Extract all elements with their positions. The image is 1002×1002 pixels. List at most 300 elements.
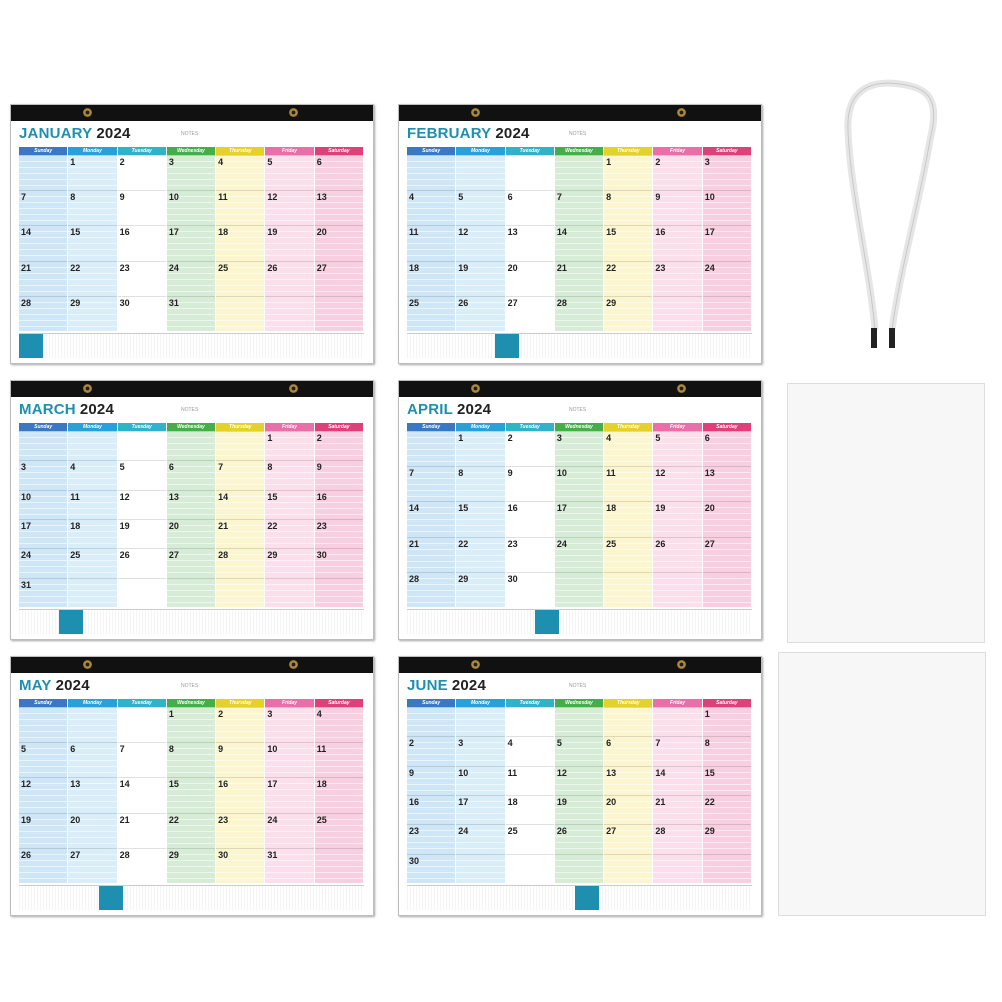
day-number: 21 bbox=[218, 521, 229, 531]
weekday-column bbox=[68, 699, 117, 883]
day-cell bbox=[506, 190, 554, 225]
day-cell bbox=[653, 854, 701, 883]
day-cell bbox=[265, 296, 313, 331]
day-number: 29 bbox=[606, 297, 617, 308]
current-month-highlight bbox=[19, 334, 43, 358]
mini-calendar-strip bbox=[19, 609, 364, 634]
day-number: 13 bbox=[704, 468, 715, 479]
day-cell bbox=[19, 460, 67, 489]
weekday-column bbox=[604, 423, 653, 607]
month-name: JUNE bbox=[407, 677, 448, 694]
day-number: 25 bbox=[218, 262, 229, 273]
weekday-header: Thursday bbox=[216, 699, 264, 707]
day-cell bbox=[555, 795, 603, 824]
day-cell bbox=[456, 736, 504, 765]
day-cell bbox=[265, 707, 313, 742]
weekday-column bbox=[68, 423, 117, 607]
day-number: 28 bbox=[556, 297, 567, 308]
notes-label: NOTES bbox=[569, 683, 587, 689]
day-cell bbox=[555, 190, 603, 225]
weekday-header: Friday bbox=[265, 423, 313, 431]
weekday-header: Sunday bbox=[407, 147, 455, 155]
weekday-header: Wednesday bbox=[167, 147, 215, 155]
day-cell bbox=[19, 848, 67, 883]
day-number: 26 bbox=[21, 849, 32, 860]
day-number: 5 bbox=[458, 192, 464, 203]
day-number: 3 bbox=[267, 709, 273, 719]
day-number: 3 bbox=[556, 433, 562, 443]
day-number: 1 bbox=[458, 433, 464, 443]
day-cell bbox=[604, 736, 652, 765]
day-number: 19 bbox=[21, 814, 32, 825]
day-cell bbox=[167, 490, 215, 519]
day-cell bbox=[167, 742, 215, 777]
day-number: 14 bbox=[556, 227, 567, 238]
day-cell bbox=[167, 519, 215, 548]
lanyard-cord-icon bbox=[830, 70, 950, 360]
day-cell bbox=[216, 296, 264, 331]
day-number: 28 bbox=[409, 573, 420, 584]
weekday-header: Friday bbox=[265, 147, 313, 155]
day-cell bbox=[653, 795, 701, 824]
day-number: 29 bbox=[168, 849, 179, 860]
day-cell bbox=[68, 460, 116, 489]
day-cell bbox=[506, 537, 554, 572]
day-cell bbox=[265, 431, 313, 460]
day-cell bbox=[703, 572, 751, 607]
weekday-header: Sunday bbox=[19, 699, 67, 707]
day-number: 31 bbox=[21, 579, 32, 590]
day-number: 23 bbox=[316, 521, 327, 531]
day-number: 31 bbox=[267, 849, 278, 860]
day-number: 14 bbox=[409, 503, 420, 514]
day-number: 13 bbox=[606, 767, 617, 778]
day-number: 9 bbox=[409, 767, 415, 778]
day-cell bbox=[167, 155, 215, 190]
day-number: 25 bbox=[606, 538, 617, 549]
day-cell bbox=[19, 578, 67, 607]
day-cell bbox=[265, 490, 313, 519]
weekday-header: Tuesday bbox=[118, 423, 166, 431]
day-number: 17 bbox=[704, 227, 715, 238]
day-number: 9 bbox=[316, 462, 322, 473]
day-number: 21 bbox=[21, 262, 32, 273]
day-number: 18 bbox=[316, 779, 327, 790]
weekday-header: Sunday bbox=[19, 147, 67, 155]
day-cell bbox=[604, 707, 652, 736]
weekday-column bbox=[167, 423, 216, 607]
day-number: 7 bbox=[218, 462, 224, 473]
day-number: 2 bbox=[507, 433, 513, 443]
day-cell bbox=[407, 537, 455, 572]
grommet-icon bbox=[677, 108, 686, 117]
day-number: 12 bbox=[556, 767, 567, 778]
day-number: 10 bbox=[458, 767, 469, 778]
day-number: 18 bbox=[70, 521, 81, 531]
day-number: 23 bbox=[119, 262, 130, 273]
grommet-icon bbox=[83, 108, 92, 117]
day-number: 30 bbox=[316, 550, 327, 561]
day-number: 11 bbox=[507, 767, 518, 778]
binding-strip bbox=[399, 105, 761, 121]
notes-label: NOTES bbox=[181, 131, 199, 137]
mini-calendar-strip bbox=[407, 333, 752, 358]
day-cell bbox=[703, 537, 751, 572]
weekday-column bbox=[407, 699, 456, 883]
day-number: 11 bbox=[409, 227, 419, 238]
notes-label: NOTES bbox=[181, 407, 199, 413]
day-cell bbox=[604, 466, 652, 501]
grommet-icon bbox=[471, 108, 480, 117]
day-cell bbox=[506, 431, 554, 466]
weekday-column bbox=[653, 147, 702, 331]
day-cell bbox=[653, 261, 701, 296]
day-number: 18 bbox=[409, 262, 420, 273]
day-cell bbox=[19, 261, 67, 296]
day-cell bbox=[653, 572, 701, 607]
weekday-header: Monday bbox=[456, 423, 504, 431]
day-cell bbox=[167, 460, 215, 489]
day-cell bbox=[456, 707, 504, 736]
day-cell bbox=[118, 155, 166, 190]
weekday-column bbox=[555, 423, 604, 607]
day-cell bbox=[506, 572, 554, 607]
weekday-column bbox=[555, 699, 604, 883]
day-number: 17 bbox=[168, 227, 179, 238]
year: 2024 bbox=[495, 125, 530, 142]
day-cell bbox=[315, 490, 363, 519]
calendar-february bbox=[398, 104, 762, 364]
day-cell bbox=[118, 707, 166, 742]
day-cell bbox=[216, 742, 264, 777]
day-cell bbox=[703, 766, 751, 795]
year: 2024 bbox=[96, 125, 131, 142]
day-number: 27 bbox=[507, 297, 518, 308]
day-number: 15 bbox=[458, 503, 469, 514]
day-cell bbox=[456, 766, 504, 795]
day-number: 10 bbox=[556, 468, 567, 479]
day-number: 4 bbox=[409, 192, 415, 203]
grommet-icon bbox=[83, 660, 92, 669]
day-cell bbox=[118, 296, 166, 331]
weekday-column bbox=[216, 699, 265, 883]
weekday-column bbox=[19, 147, 68, 331]
day-number: 6 bbox=[507, 192, 513, 203]
weekday-header: Thursday bbox=[216, 423, 264, 431]
day-number: 26 bbox=[119, 550, 130, 561]
day-cell bbox=[315, 190, 363, 225]
day-number: 18 bbox=[218, 227, 229, 238]
day-number: 5 bbox=[267, 157, 273, 167]
day-cell bbox=[456, 190, 504, 225]
day-number: 21 bbox=[655, 797, 666, 807]
weekday-header: Saturday bbox=[315, 147, 363, 155]
day-number: 7 bbox=[21, 192, 27, 203]
day-cell bbox=[456, 261, 504, 296]
day-cell bbox=[604, 795, 652, 824]
day-number: 12 bbox=[267, 192, 278, 203]
grommet-icon bbox=[677, 660, 686, 669]
day-number: 27 bbox=[316, 262, 327, 273]
weekday-column bbox=[315, 699, 364, 883]
day-number: 16 bbox=[218, 779, 229, 790]
year: 2024 bbox=[451, 677, 486, 694]
weekday-column bbox=[456, 147, 505, 331]
weekday-column bbox=[407, 423, 456, 607]
day-cell bbox=[315, 777, 363, 812]
day-cell bbox=[118, 578, 166, 607]
day-number: 4 bbox=[218, 157, 224, 167]
day-number: 27 bbox=[704, 538, 715, 549]
binding-strip bbox=[399, 381, 761, 397]
day-number: 4 bbox=[507, 738, 513, 749]
day-number: 6 bbox=[606, 738, 612, 749]
month-grid bbox=[19, 699, 364, 883]
day-cell bbox=[68, 742, 116, 777]
day-cell bbox=[315, 261, 363, 296]
day-number: 6 bbox=[316, 157, 322, 167]
weekday-column bbox=[456, 423, 505, 607]
day-cell bbox=[506, 261, 554, 296]
day-number: 10 bbox=[21, 491, 32, 502]
day-cell bbox=[216, 431, 264, 460]
month-grid bbox=[19, 147, 364, 331]
weekday-column bbox=[506, 699, 555, 883]
notes-label: NOTES bbox=[569, 407, 587, 413]
day-number: 16 bbox=[409, 797, 420, 807]
day-number: 28 bbox=[119, 849, 130, 860]
weekday-header: Sunday bbox=[407, 699, 455, 707]
day-number: 11 bbox=[606, 468, 616, 479]
day-number: 25 bbox=[507, 826, 518, 837]
day-cell bbox=[118, 548, 166, 577]
day-number: 2 bbox=[218, 709, 224, 719]
round-sticker-sheet bbox=[787, 383, 985, 643]
weekday-column bbox=[555, 147, 604, 331]
day-cell bbox=[118, 261, 166, 296]
day-cell bbox=[216, 777, 264, 812]
day-cell bbox=[315, 707, 363, 742]
day-number: 8 bbox=[458, 468, 464, 479]
mini-calendar-strip bbox=[407, 885, 752, 910]
day-cell bbox=[506, 225, 554, 260]
day-cell bbox=[315, 813, 363, 848]
day-cell bbox=[407, 736, 455, 765]
day-number: 20 bbox=[316, 227, 327, 238]
weekday-header: Saturday bbox=[703, 423, 751, 431]
day-cell bbox=[315, 519, 363, 548]
day-number: 22 bbox=[168, 814, 179, 825]
day-number: 12 bbox=[21, 779, 32, 790]
day-cell bbox=[703, 155, 751, 190]
day-number: 19 bbox=[119, 521, 130, 531]
day-number: 17 bbox=[21, 521, 32, 531]
day-cell bbox=[604, 572, 652, 607]
day-number: 15 bbox=[168, 779, 179, 790]
day-number: 21 bbox=[119, 814, 130, 825]
day-number: 25 bbox=[409, 297, 420, 308]
day-cell bbox=[315, 296, 363, 331]
grommet-icon bbox=[289, 660, 298, 669]
day-cell bbox=[653, 501, 701, 536]
weekday-column bbox=[216, 147, 265, 331]
day-cell bbox=[456, 572, 504, 607]
day-number: 1 bbox=[168, 709, 174, 719]
weekday-header: Tuesday bbox=[506, 423, 554, 431]
day-cell bbox=[604, 225, 652, 260]
day-number: 9 bbox=[507, 468, 513, 479]
current-month-highlight bbox=[575, 886, 599, 910]
weekday-column bbox=[68, 147, 117, 331]
day-cell bbox=[604, 431, 652, 466]
day-cell bbox=[703, 501, 751, 536]
day-cell bbox=[19, 431, 67, 460]
day-number: 12 bbox=[655, 468, 666, 479]
current-month-highlight bbox=[535, 610, 559, 634]
day-cell bbox=[68, 578, 116, 607]
day-number: 4 bbox=[606, 433, 612, 443]
day-number: 17 bbox=[267, 779, 278, 790]
day-cell bbox=[19, 490, 67, 519]
day-number: 5 bbox=[556, 738, 562, 749]
day-cell bbox=[456, 854, 504, 883]
day-cell bbox=[19, 742, 67, 777]
month-grid bbox=[407, 423, 752, 607]
weekday-column bbox=[506, 423, 555, 607]
weekday-header: Monday bbox=[68, 423, 116, 431]
day-cell bbox=[167, 813, 215, 848]
day-number: 5 bbox=[655, 433, 661, 443]
day-cell bbox=[19, 777, 67, 812]
day-number: 7 bbox=[655, 738, 661, 749]
day-cell bbox=[604, 854, 652, 883]
day-number: 14 bbox=[119, 779, 130, 790]
day-number: 5 bbox=[21, 744, 27, 755]
weekday-header: Wednesday bbox=[555, 699, 603, 707]
day-cell bbox=[19, 548, 67, 577]
weekday-column bbox=[167, 147, 216, 331]
day-cell bbox=[653, 225, 701, 260]
day-cell bbox=[19, 225, 67, 260]
weekday-column bbox=[216, 423, 265, 607]
day-number: 13 bbox=[316, 192, 327, 203]
day-cell bbox=[653, 766, 701, 795]
day-cell bbox=[653, 296, 701, 331]
day-cell bbox=[19, 813, 67, 848]
day-cell bbox=[216, 261, 264, 296]
day-number: 1 bbox=[704, 709, 710, 719]
day-cell bbox=[118, 431, 166, 460]
day-cell bbox=[68, 548, 116, 577]
calendar-may bbox=[10, 656, 374, 916]
label-sticker-sheet bbox=[778, 652, 986, 916]
weekday-header: Saturday bbox=[315, 423, 363, 431]
weekday-header: Tuesday bbox=[506, 699, 554, 707]
day-number: 22 bbox=[606, 262, 617, 273]
day-cell bbox=[506, 854, 554, 883]
weekday-header: Monday bbox=[68, 147, 116, 155]
day-cell bbox=[456, 537, 504, 572]
day-cell bbox=[555, 261, 603, 296]
day-number: 13 bbox=[507, 227, 518, 238]
weekday-header: Thursday bbox=[216, 147, 264, 155]
day-cell bbox=[216, 578, 264, 607]
day-number: 8 bbox=[70, 192, 76, 203]
weekday-header: Tuesday bbox=[118, 147, 166, 155]
day-cell bbox=[456, 824, 504, 853]
month-title bbox=[407, 677, 486, 694]
day-cell bbox=[167, 578, 215, 607]
day-cell bbox=[555, 431, 603, 466]
day-cell bbox=[604, 261, 652, 296]
day-number: 19 bbox=[655, 503, 666, 514]
day-cell bbox=[653, 431, 701, 466]
day-number: 8 bbox=[267, 462, 273, 473]
day-cell bbox=[315, 578, 363, 607]
weekday-column bbox=[265, 423, 314, 607]
day-cell bbox=[407, 707, 455, 736]
weekday-column bbox=[118, 423, 167, 607]
day-number: 6 bbox=[70, 744, 76, 755]
day-number: 20 bbox=[168, 521, 179, 531]
day-cell bbox=[68, 155, 116, 190]
day-cell bbox=[407, 190, 455, 225]
day-cell bbox=[703, 795, 751, 824]
day-number: 31 bbox=[168, 297, 179, 308]
day-number: 29 bbox=[704, 826, 715, 837]
day-number: 16 bbox=[655, 227, 666, 238]
month-title bbox=[407, 125, 530, 142]
day-number: 23 bbox=[409, 826, 420, 837]
day-cell bbox=[167, 848, 215, 883]
day-cell bbox=[703, 225, 751, 260]
weekday-header: Tuesday bbox=[506, 147, 554, 155]
day-number: 29 bbox=[70, 297, 81, 308]
day-cell bbox=[703, 431, 751, 466]
day-number: 15 bbox=[70, 227, 81, 238]
day-cell bbox=[407, 261, 455, 296]
day-cell bbox=[118, 190, 166, 225]
day-number: 29 bbox=[267, 550, 278, 561]
day-cell bbox=[265, 813, 313, 848]
day-cell bbox=[68, 225, 116, 260]
grommet-icon bbox=[289, 108, 298, 117]
weekday-header: Wednesday bbox=[167, 699, 215, 707]
day-cell bbox=[703, 296, 751, 331]
current-month-highlight bbox=[99, 886, 123, 910]
day-number: 4 bbox=[316, 709, 322, 719]
weekday-header: Tuesday bbox=[118, 699, 166, 707]
day-number: 1 bbox=[606, 157, 612, 167]
day-cell bbox=[506, 466, 554, 501]
day-number: 24 bbox=[458, 826, 469, 837]
weekday-header: Friday bbox=[653, 147, 701, 155]
day-cell bbox=[506, 736, 554, 765]
day-number: 20 bbox=[704, 503, 715, 514]
weekday-column bbox=[265, 699, 314, 883]
weekday-column bbox=[19, 699, 68, 883]
weekday-column bbox=[604, 147, 653, 331]
day-cell bbox=[407, 766, 455, 795]
weekday-column bbox=[407, 147, 456, 331]
binding-strip bbox=[11, 657, 373, 673]
day-cell bbox=[555, 501, 603, 536]
day-cell bbox=[506, 155, 554, 190]
day-cell bbox=[265, 848, 313, 883]
month-grid bbox=[407, 699, 752, 883]
day-number: 19 bbox=[267, 227, 278, 238]
day-cell bbox=[118, 848, 166, 883]
